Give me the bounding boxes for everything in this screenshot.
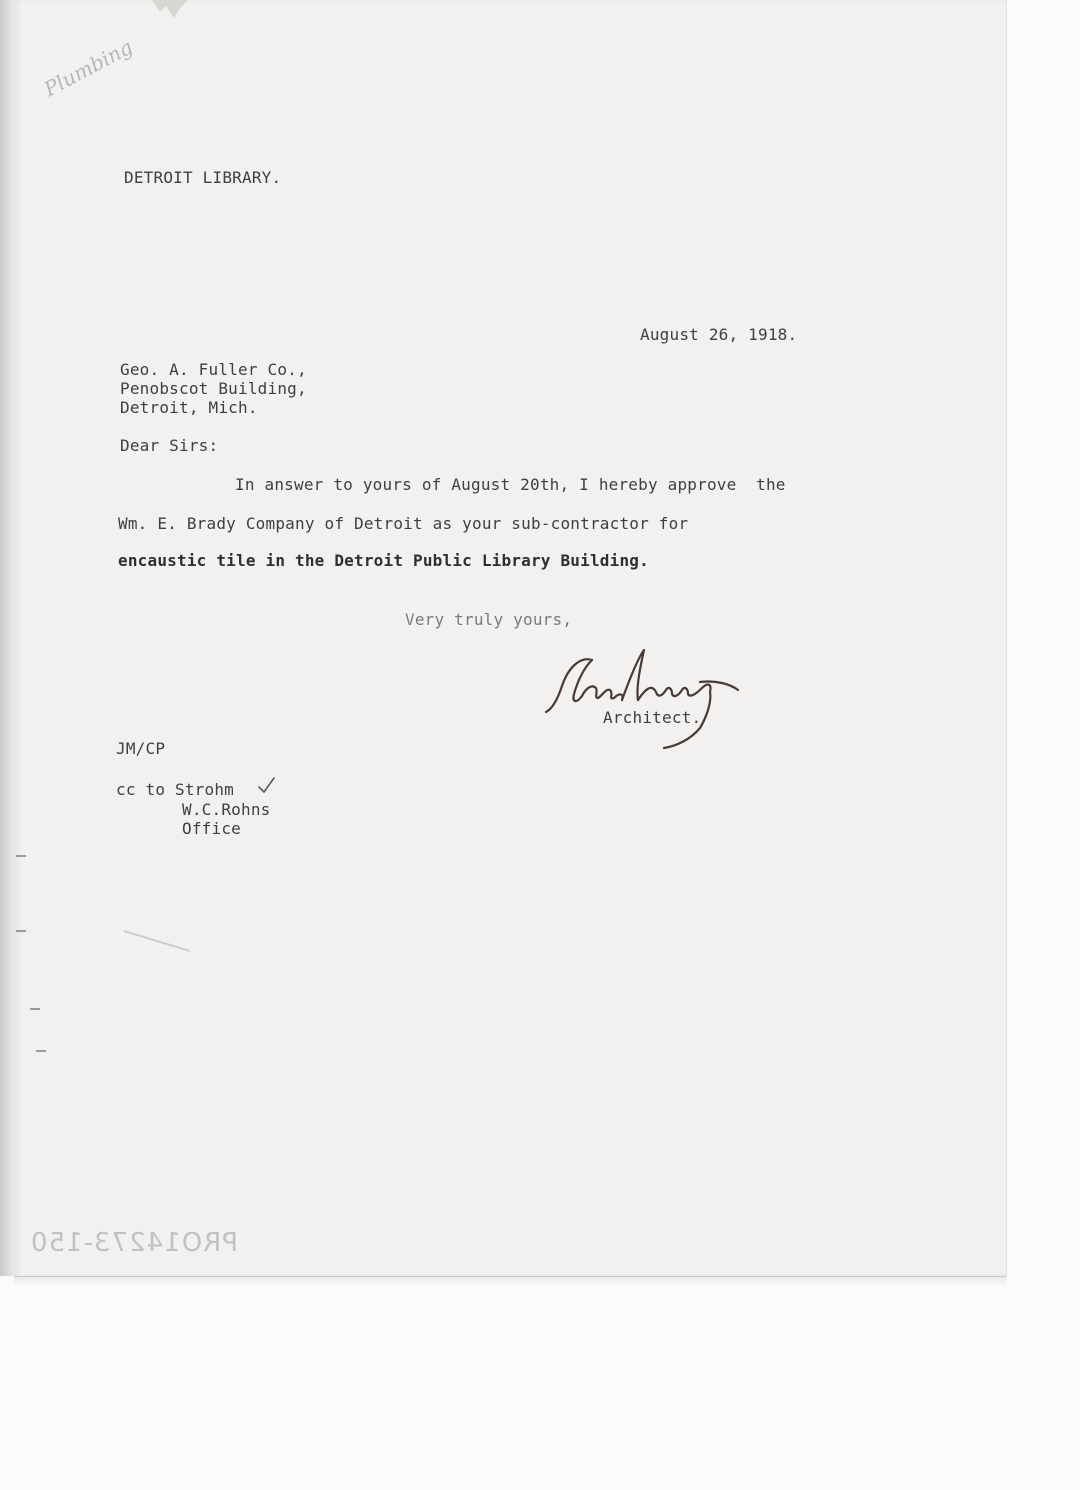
letter-date: August 26, 1918. xyxy=(640,325,798,344)
edge-mark xyxy=(36,1050,46,1052)
edge-mark xyxy=(16,855,26,857)
torn-corner-icon xyxy=(150,0,190,22)
cc-line-3: Office xyxy=(182,819,241,838)
edge-mark xyxy=(16,930,26,932)
pencil-note: Plumbing xyxy=(40,34,137,102)
catalog-stamp-number: PRO14273-150 xyxy=(30,1228,238,1258)
edge-mark xyxy=(30,1008,40,1010)
pencil-smudge-icon xyxy=(120,925,195,955)
body-line-1: In answer to yours of August 20th, I hereby approve the xyxy=(235,475,786,494)
check-mark-icon xyxy=(256,776,276,796)
handwritten-signature-icon xyxy=(540,638,760,750)
body-line-2: Wm. E. Brady Company of Detroit as your sub-contractor for xyxy=(118,514,689,533)
recipient-line-2: Penobscot Building, xyxy=(120,379,307,398)
signature-title: Architect. xyxy=(603,708,702,727)
typist-initials: JM/CP xyxy=(116,739,166,758)
page-left-edge xyxy=(0,0,14,1276)
recipient-line-3: Detroit, Mich. xyxy=(120,398,258,417)
sheet-bottom-shadow xyxy=(14,1276,1006,1286)
body-line-3: encaustic tile in the Detroit Public Library Building. xyxy=(118,551,649,570)
salutation: Dear Sirs: xyxy=(120,436,219,455)
closing: Very truly yours, xyxy=(405,610,573,629)
letter-sheet xyxy=(14,0,1007,1277)
cc-line-2: W.C.Rohns xyxy=(182,800,271,819)
letterhead: DETROIT LIBRARY. xyxy=(124,168,282,187)
cc-line-1: cc to Strohm xyxy=(116,780,234,799)
recipient-line-1: Geo. A. Fuller Co., xyxy=(120,360,307,379)
